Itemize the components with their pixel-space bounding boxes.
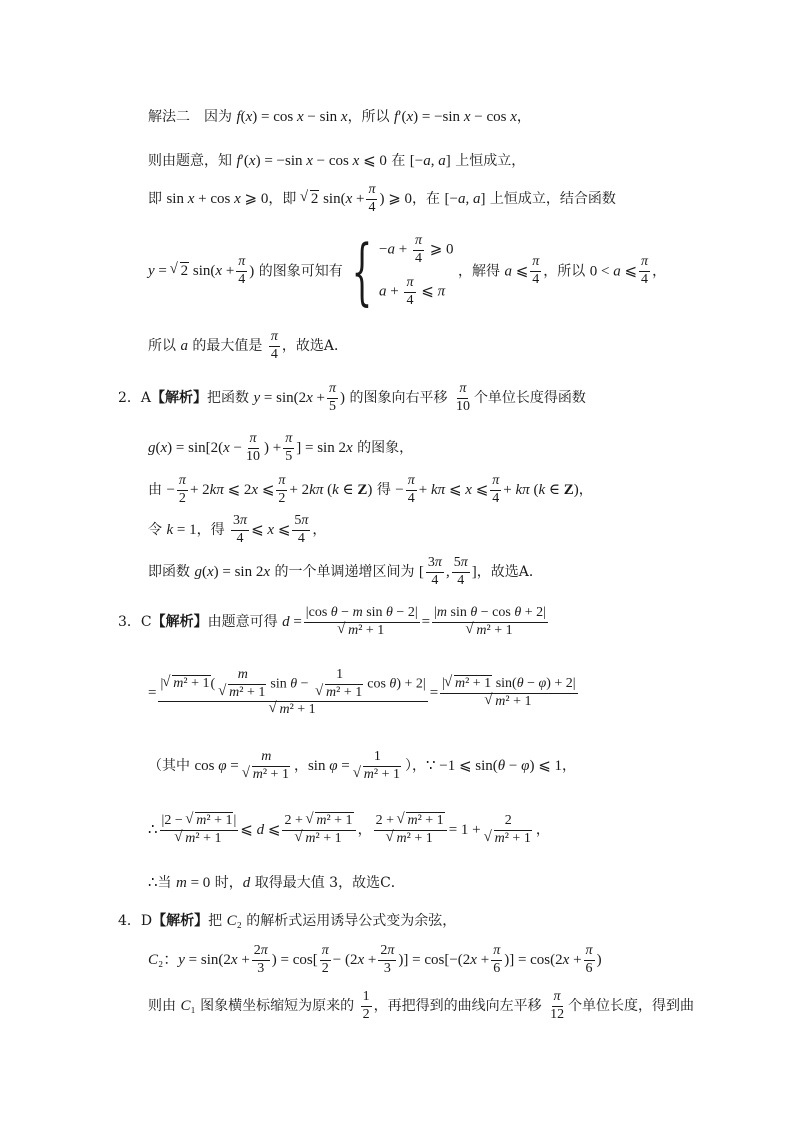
q4-line-3: 则由 C₁ 图象横坐标缩短为原来的 $\frac{1}{2}$ ，再把得到的曲线向左平移 $\frac{\pi}{12}$ 个单位长度，得到曲 — [148, 989, 695, 1022]
s1-line-3: 即 sin x + cos x ⩾ 0，即 √ 2 sin(x + $\frac{\pi}{4}$ ) ⩾ 0，在 [−a, a] 上恒成立，结合函数 — [148, 183, 616, 215]
q2-line-5: 即函数 g(x) = sin 2x 的一个单调递增区间为 [ $\frac{3\pi}{4}$ , $\frac{5\pi}{4}$ ]，故选A． — [148, 555, 543, 588]
q4-line-2: C₂：y = sin(2x + $\frac{2\pi}{3}$ ) = cos[ $\frac{\pi}{2}$ − (2x + $\frac{2\pi}{3}$ )] = cos[−(2x + $\frac{\pi}{6}$ )] = cos(2x + $\frac{\pi}{6}$ ) — [148, 943, 602, 976]
q3-line-1: 3．C【解析】由题意可得 d = |cos θ − m sin θ − 2| √ m² + 1 = |m sin θ − cos θ + 2| √ m² + 1 — [118, 606, 550, 638]
s1-line-1: 解法二 因为 f(x) = cos x − sin x，所以 f′(x) = −sin x − cos x， — [148, 109, 531, 125]
q3-line-4: ∴ |2 − √ m² + 1| √ m² + 1 ⩽ d ⩽ 2 + √ m² + 1 √ m² + 1 ， 2 + √ m² + 1 √ m² + 1 = 1 + 2 √ m² + 1 ， — [148, 814, 550, 846]
s1-line-2: 则由题意，知 f′(x) = −sin x − cos x ⩽ 0 在 [−a, a] 上恒成立， — [148, 153, 526, 169]
s1-line-5: 所以 a 的最大值是 $\frac{\pi}{4}$ ，故选A． — [148, 329, 348, 362]
q4-line-1: 4．D【解析】把 C₂ 的解析式运用诱导公式变为余弦， — [118, 913, 457, 929]
q2-line-1: 2．A【解析】把函数 y = sin(2x + $\frac{\pi}{5}$ ) 的图象向右平移 $\frac{\pi}{10}$ 个单位长度得函数 — [118, 381, 586, 414]
q2-line-2: g(x) = sin[2(x − $\frac{\pi}{10}$ ) + $\frac{\pi}{5}$ ] = sin 2x 的图象， — [148, 431, 414, 464]
s1-line-4: y = √ 2 sin(x + $\frac{\pi}{4}$ ) 的图象可知有 { −a + $\frac{\pi}{4}$ ⩾ 0 a + $\frac{\pi}{4}$ ⩽ π ，解得 a ⩽ $\frac{\pi}{4}$ ，所以 0 < a ⩽ $\frac{\pi}{4}$ ， — [148, 234, 666, 309]
q3-line-5: ∴当 m = 0 时，d 取得最大值 3，故选C． — [148, 875, 405, 891]
q3-line-3: （其中 cos φ = m √ m² + 1 ，sin φ = 1 √ m² + 1 ），∵ −1 ⩽ sin(θ − φ) ⩽ 1， — [148, 750, 576, 782]
q2-line-4: 令 k = 1，得 $\frac{3\pi}{4}$ ⩽ x ⩽ $\frac{5\pi}{4}$ ， — [148, 513, 327, 546]
q2-line-3: 由 − $\frac{\pi}{2}$ + 2kπ ⩽ 2x ⩽ $\frac{\pi}{2}$ + 2kπ (k ∈ Z) 得 − $\frac{\pi}{4}$ + kπ ⩽ x ⩽ $\frac{\pi}{4}$ + kπ (k ∈ Z)， — [148, 473, 593, 506]
q3-line-2: = |√ m² + 1( m √ m² + 1 sin θ − 1 √ m² + 1 cos θ) + 2| √ m² + 1 = |√ m² + 1 sin(θ − φ) + 2| √ m² + 1 — [148, 668, 580, 718]
system-of-inequalities: { −a + $\frac{\pi}{4}$ ⩾ 0 a + $\frac{\pi}{4}$ ⩽ π — [351, 229, 454, 314]
